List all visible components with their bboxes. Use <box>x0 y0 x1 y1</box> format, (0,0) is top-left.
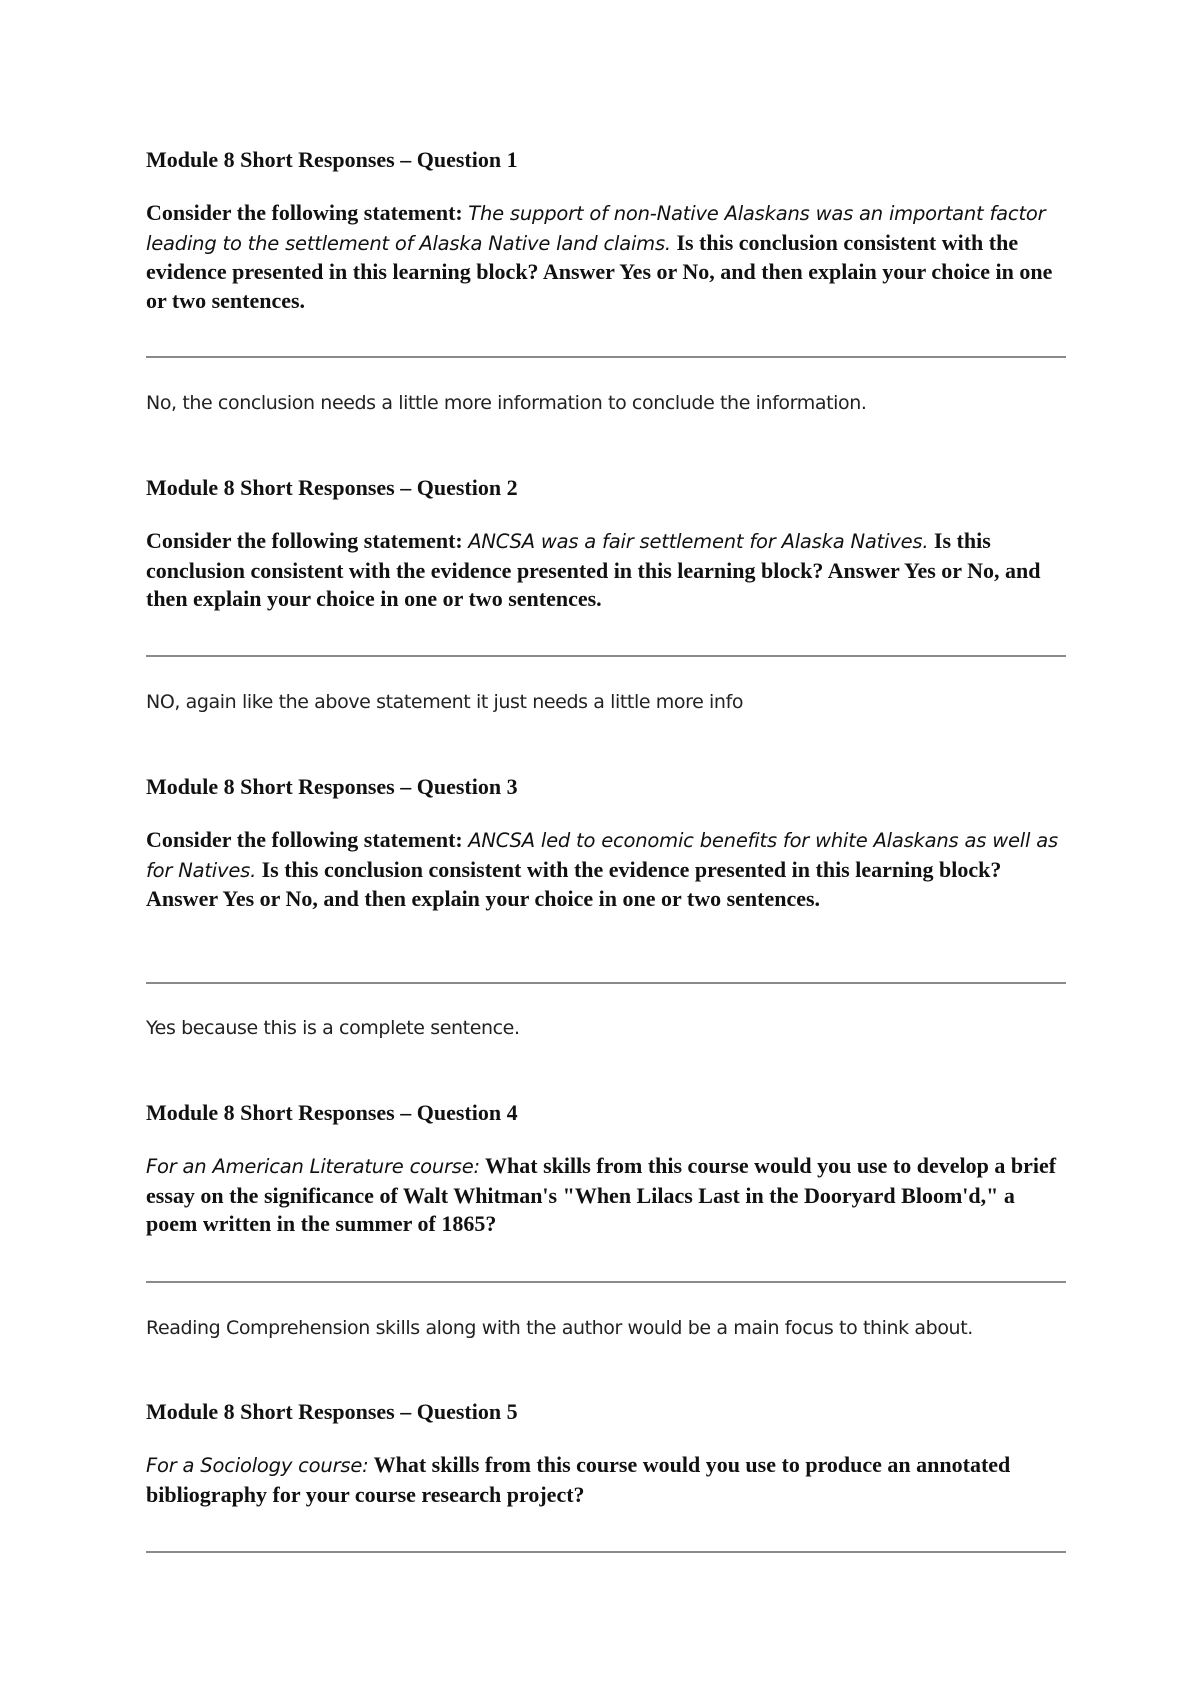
answer-divider <box>146 982 1066 984</box>
prompt-instructions: What skills from this course would you use to produce an annotated bibliography for your course research project? <box>146 1452 1011 1507</box>
question-prompt <box>146 527 1066 614</box>
question-prompt <box>146 826 1066 914</box>
question-prompt <box>146 1451 1066 1509</box>
question-title: Module 8 Short Responses – Question 1 <box>146 147 518 172</box>
question-title: Module 8 Short Responses – Question 3 <box>146 774 518 799</box>
prompt-statement: For an American Literature course: <box>146 1155 480 1178</box>
prompt-lead: Consider the following statement: <box>146 200 469 225</box>
answer-divider <box>146 356 1066 358</box>
answer-divider <box>146 1281 1066 1283</box>
prompt-instructions: Is this conclusion consistent with the evidence presented in this learning block? Answer Yes or No, and then explain your choice in one or two sentences. <box>146 856 1002 911</box>
prompt-statement: For a Sociology course: <box>146 1454 369 1477</box>
question-title: Module 8 Short Responses – Question 5 <box>146 1399 518 1424</box>
answer-text[interactable]: No, the conclusion needs a little more information to conclude the information. <box>146 392 867 414</box>
prompt-instructions: Is this conclusion consistent with the evidence presented in this learning block? Answer Yes or No, and then explain your choice in one or two sentences. <box>146 229 1053 313</box>
answer-divider <box>146 655 1066 657</box>
question-prompt <box>146 1152 1066 1239</box>
prompt-instructions: What skills from this course would you use to develop a brief essay on the significance of Walt Whitman's "When Lilacs Last in the Dooryard Bloom'd," a poem written in the summer of 1865? <box>146 1153 1057 1236</box>
answer-text[interactable]: Yes because this is a complete sentence. <box>146 1017 520 1039</box>
question-prompt <box>146 199 1066 315</box>
question-title: Module 8 Short Responses – Question 4 <box>146 1100 518 1125</box>
prompt-statement: ANCSA was a fair settlement for Alaska Natives. <box>468 530 929 553</box>
question-1 <box>146 146 1066 315</box>
answer-text[interactable]: NO, again like the above statement it just needs a little more info <box>146 691 744 713</box>
prompt-lead: Consider the following statement: <box>146 528 469 553</box>
prompt-statement: ANCSA led to economic benefits for white Alaskans as well as for Natives. <box>146 829 1058 882</box>
question-2 <box>146 474 1066 614</box>
question-3 <box>146 773 1066 914</box>
question-title: Module 8 Short Responses – Question 2 <box>146 475 518 500</box>
question-5 <box>146 1398 1066 1509</box>
prompt-instructions: Is this conclusion consistent with the evidence presented in this learning block? Answer Yes or No, and then explain your choice in one or two sentences. <box>146 528 1041 611</box>
answer-divider <box>146 1551 1066 1553</box>
prompt-statement: The support of non-Native Alaskans was an important factor leading to the settlement of Alaska Native land claims. <box>146 202 1046 255</box>
answer-text[interactable]: Reading Comprehension skills along with the author would be a main focus to think about. <box>146 1317 973 1339</box>
prompt-lead: Consider the following statement: <box>146 827 469 852</box>
question-4 <box>146 1099 1066 1239</box>
